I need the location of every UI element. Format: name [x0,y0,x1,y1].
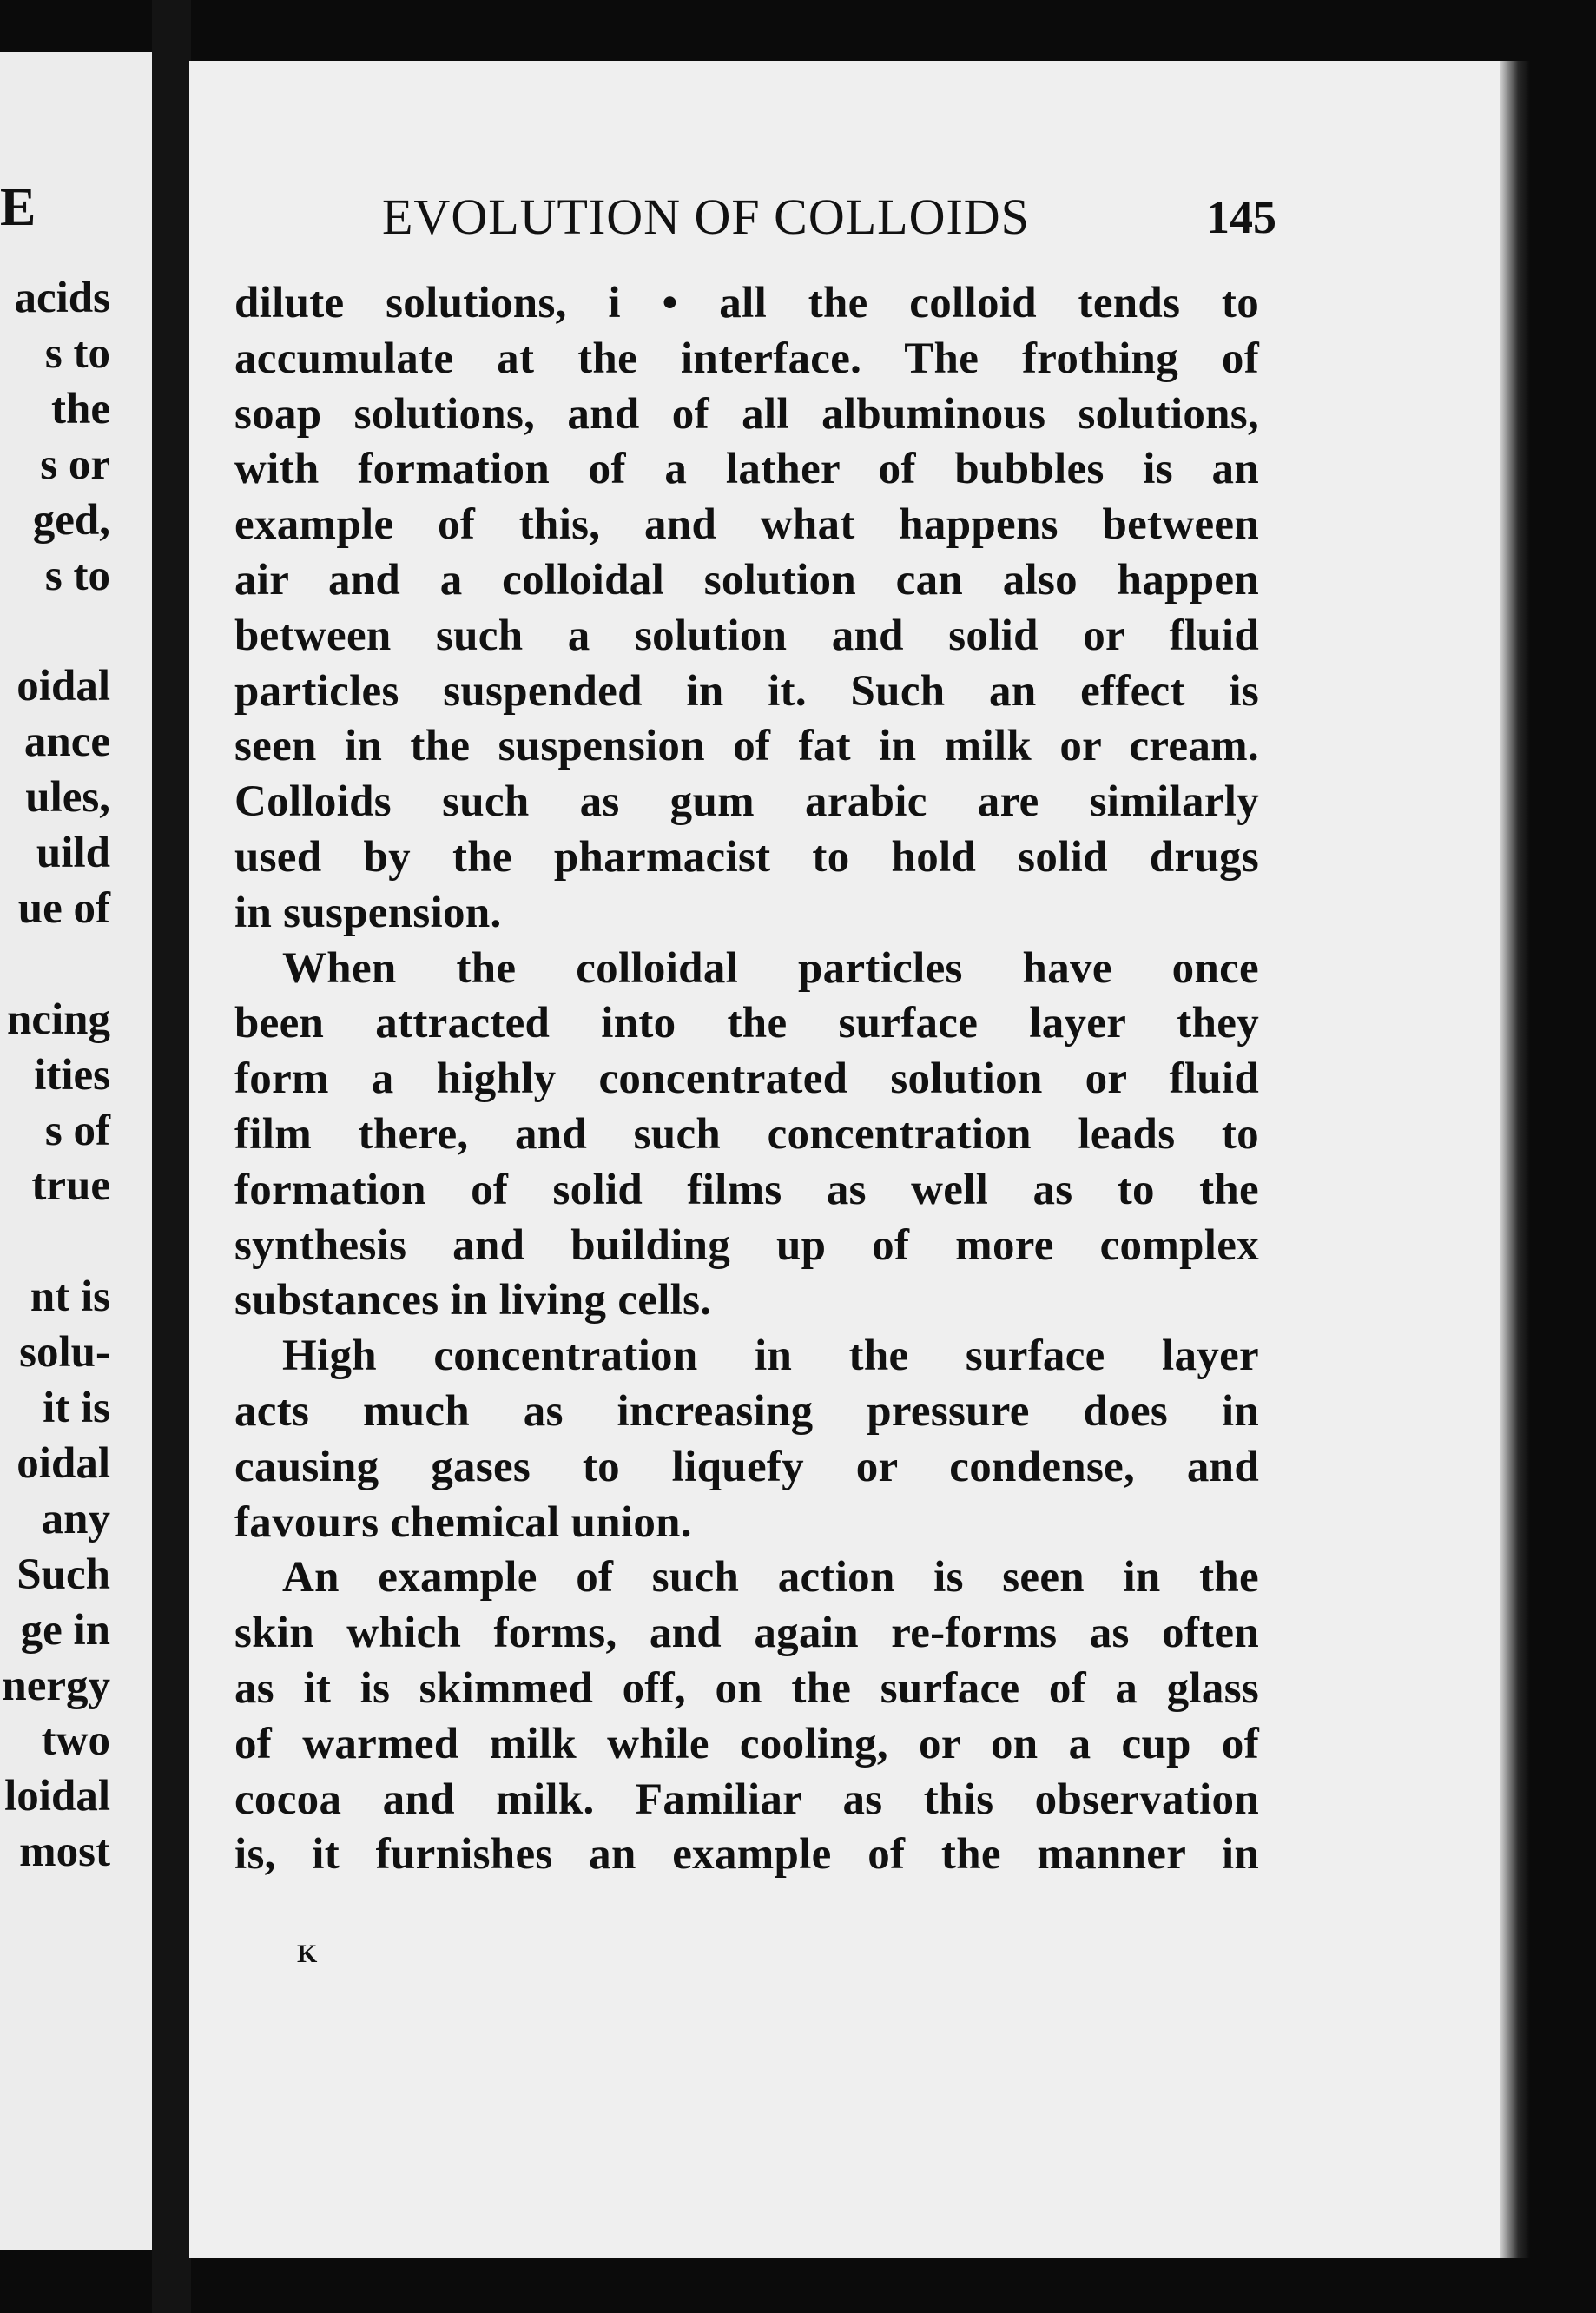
text-line: When the colloidal particles have once [282,943,1259,993]
left-page-line-fragment: Such [16,1550,110,1599]
text-line: seen in the suspension of fat in milk or cream. [234,722,1259,771]
left-page-line-fragment: oidal [16,1438,110,1488]
left-page-line-fragment: two [41,1716,110,1766]
running-title: EVOLUTION OF COLLOIDS [382,188,1030,245]
text-line: acts much as increasing pressure does in [234,1386,1259,1436]
text-line: example of this, and what happens between [234,500,1259,550]
text-line: formation of solid films as well as to the [234,1165,1259,1214]
left-page-line-fragment: it is [43,1384,110,1432]
text-line: soap solutions, and of all albuminous solutions, [234,389,1259,439]
text-line: film there, and such concentration leads to [234,1109,1259,1159]
page-number: 145 [1206,191,1276,243]
body-text [234,276,1259,1883]
left-page-line-fragment: ue of [17,883,110,933]
text-line: substances in living cells. [234,1276,712,1325]
left-page-line-fragment: the [51,384,110,433]
left-page-line-fragment: ge in [20,1605,110,1655]
text-line: particles suspended in it. Such an effect is [234,666,1259,716]
text-line: with formation of a lather of bubbles is an [234,445,1259,494]
text-line: as it is skimmed off, on the surface of a glass [234,1663,1259,1713]
text-line: An example of such action is seen in the [282,1553,1259,1603]
left-page-line-fragment: loidal [4,1772,110,1821]
left-page-line-fragment: true [31,1161,110,1211]
text-line: form a highly concentrated solution or fluid [234,1054,1259,1104]
text-line: air and a colloidal solution can also happen [234,555,1259,605]
left-page-line-fragment: any [41,1494,110,1543]
left-page-line-fragment: s to [44,328,110,378]
left-page-line-fragment: ities [34,1050,110,1100]
left-page-line-fragment: ged, [32,495,110,545]
text-line: causing gases to liquefy or condense, and [234,1442,1259,1491]
left-page-line-fragment: nergy [2,1661,110,1710]
left-page-line-fragment: s of [44,1106,110,1155]
page-header [382,182,1276,252]
left-page-line-fragment: most [19,1827,110,1877]
left-facing-page [0,52,152,2250]
signature-mark: K [297,1940,318,1968]
text-line: of warmed milk while cooling, or on a cup of [234,1719,1259,1768]
page-edge-shadow [1500,61,1530,2258]
left-page-line-fragment: oidal [16,662,110,711]
left-page-line-fragment: acids [14,274,110,322]
left-page-line-fragment: ance [23,717,110,767]
text-line: is, it furnishes an example of the manner in [234,1830,1259,1880]
left-page-line-fragment: s or [40,439,110,489]
text-line: accumulate at the interface. The frothing of [234,334,1259,383]
text-line: skin which forms, and again re-forms as often [234,1609,1259,1658]
text-line: in suspension. [234,888,502,937]
left-page-header-fragment: E [0,178,36,237]
left-page-line-fragment: uild [36,829,110,877]
text-line: dilute solutions, i • all the colloid tends to [234,279,1259,327]
text-line: High concentration in the surface layer [282,1332,1259,1381]
left-page-line-fragment: ules, [25,773,110,823]
text-line: Colloids such as gum arabic are similarly [234,777,1259,827]
text-line: been attracted into the surface layer they [234,999,1259,1048]
book-gutter [152,0,191,2313]
text-line: cocoa and milk. Familiar as this observation [234,1774,1259,1824]
left-page-line-fragment: nt is [30,1272,110,1322]
left-page-line-fragment: s to [44,551,110,600]
left-page-line-fragment: ncing [6,995,110,1044]
text-line: between such a solution and solid or fluid [234,611,1259,660]
text-line: used by the pharmacist to hold solid drugs [234,832,1259,882]
text-line: favours chemical union. [234,1497,692,1547]
left-page-line-fragment: solu- [19,1328,110,1378]
text-line: synthesis and building up of more complex [234,1220,1259,1270]
